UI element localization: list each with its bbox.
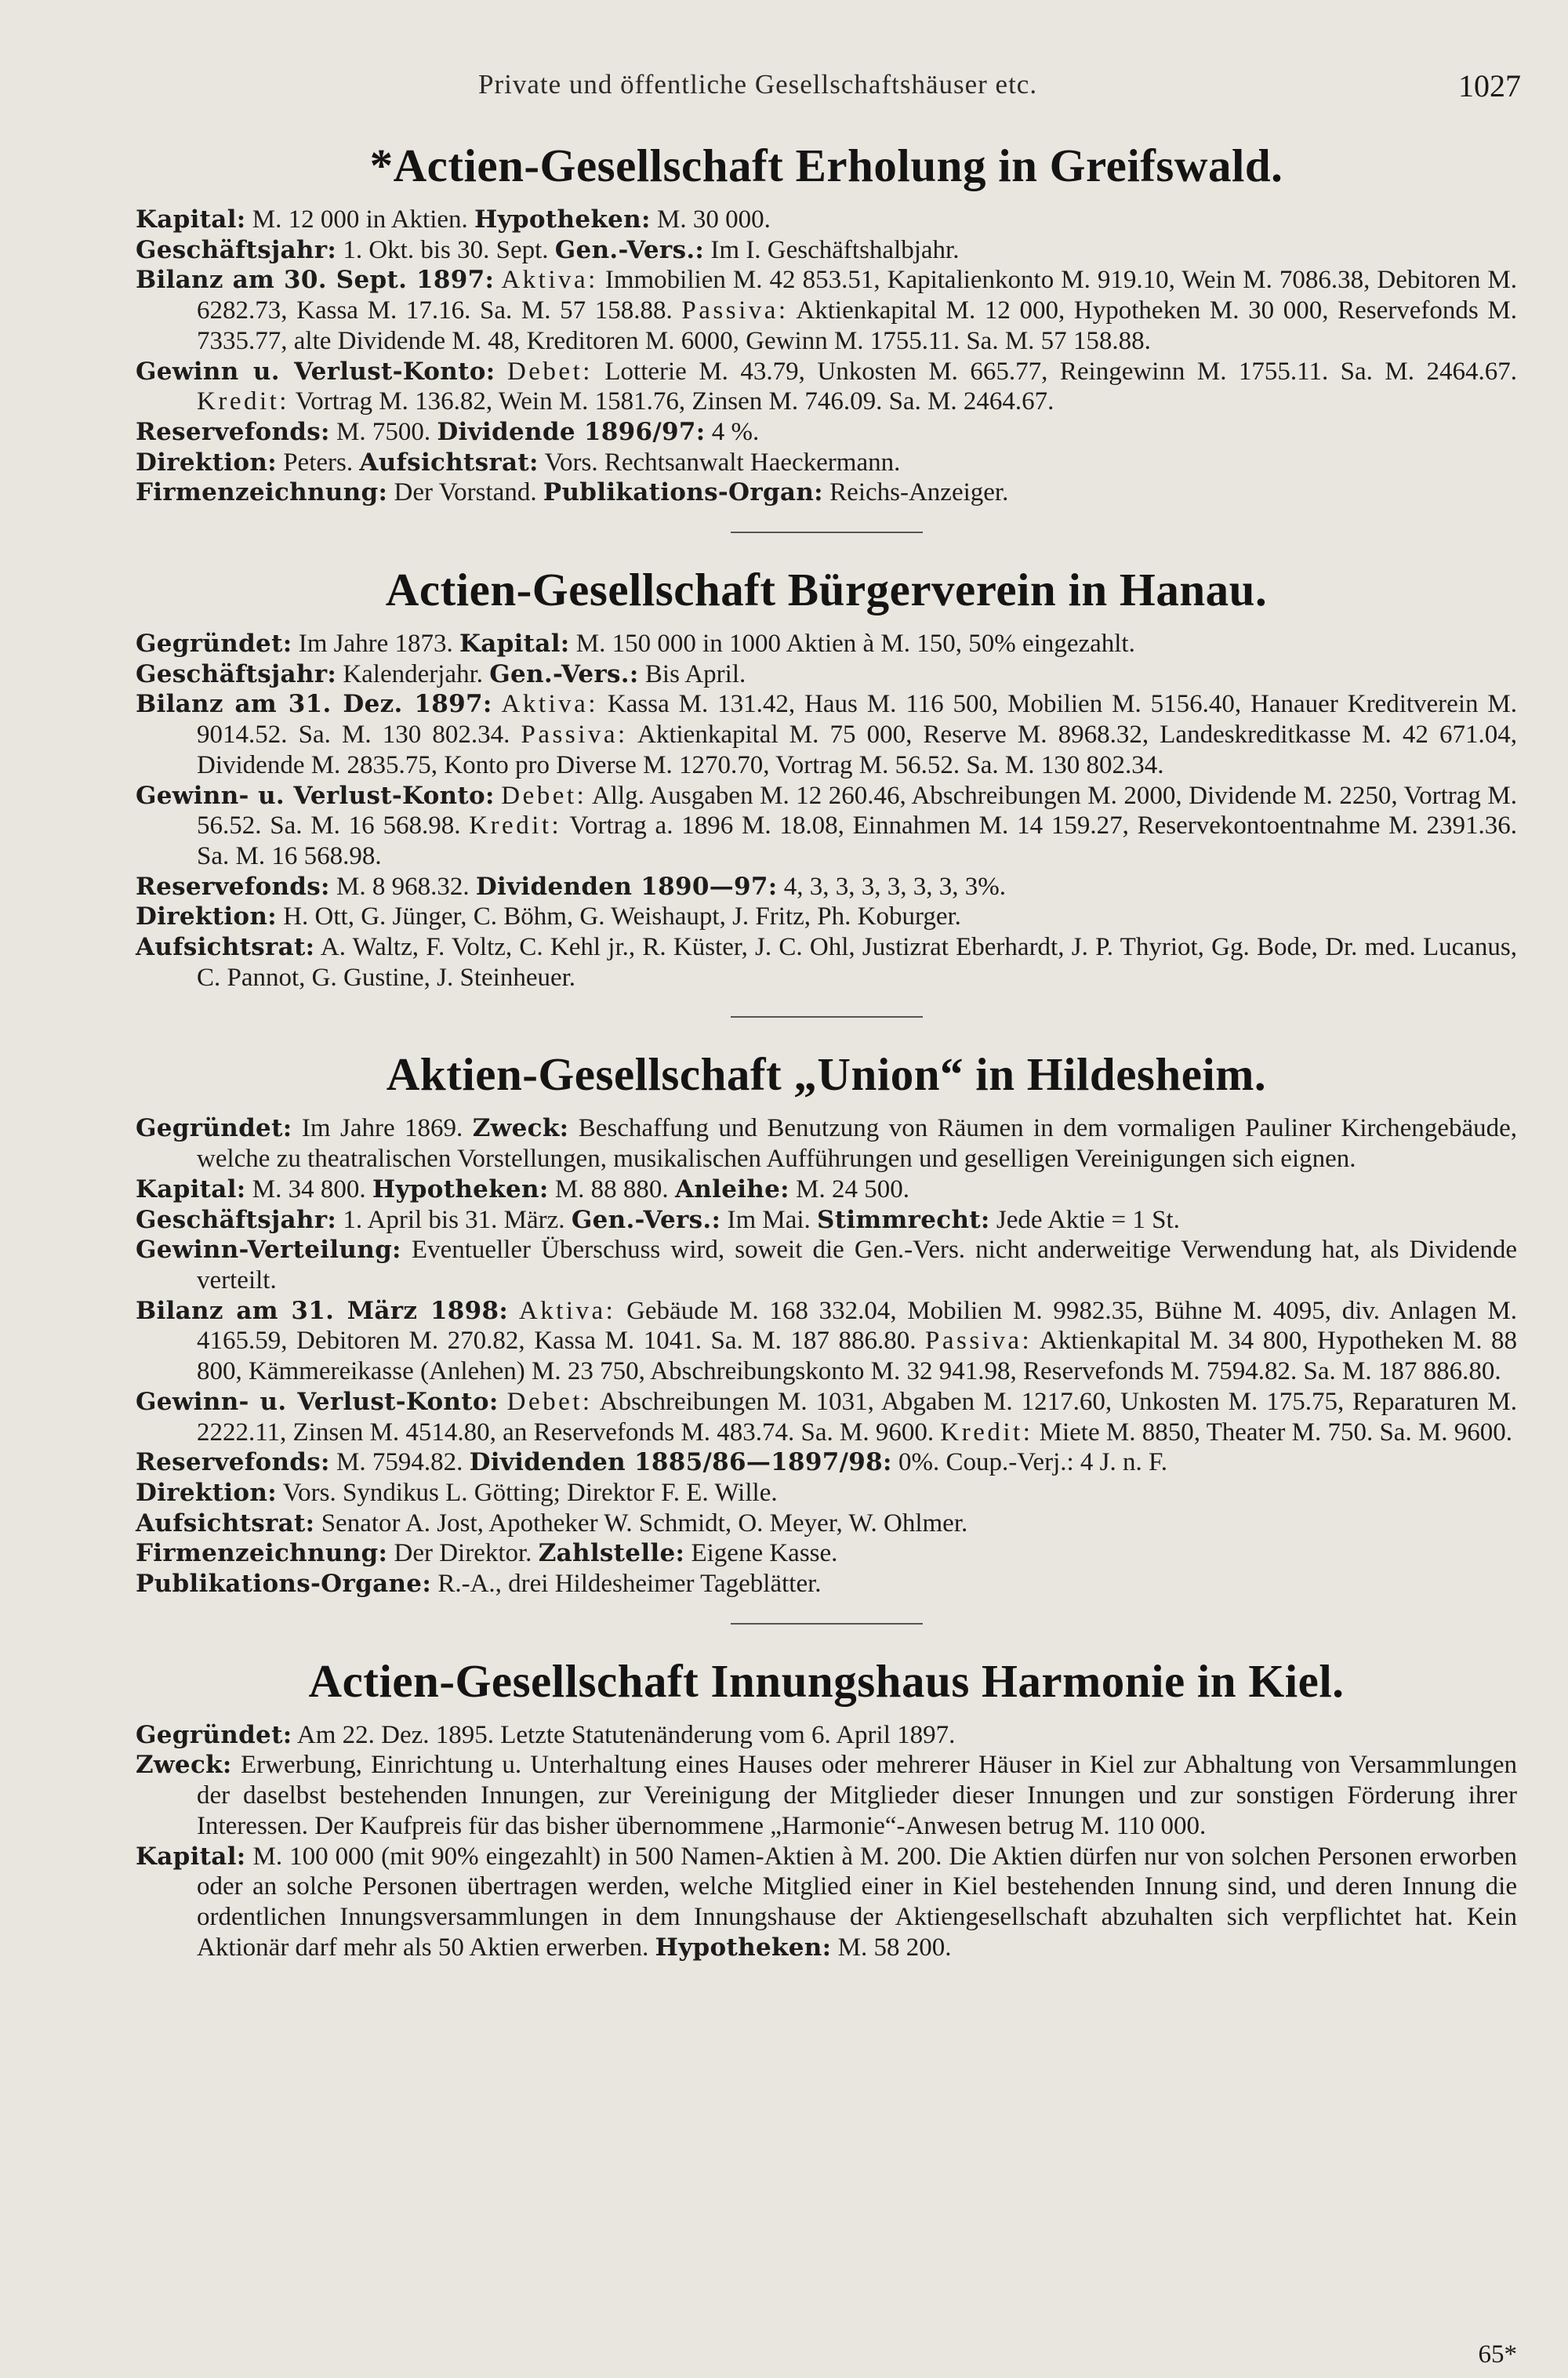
field-value: M. 7594.82.	[329, 1448, 470, 1477]
field-label: Dividende 1896/97:	[437, 417, 706, 446]
field-label: Direktion:	[136, 902, 277, 931]
guv-line	[136, 357, 1517, 417]
reserve-line	[136, 872, 1517, 902]
field-label: Gewinn-Verteilung:	[136, 1236, 401, 1265]
bilanz-line	[136, 689, 1517, 780]
geschaeftsjahr-line	[136, 1205, 1517, 1236]
field-value: Aktienkapital M. 12 000, Hypotheken M. 30 000, Reservefonds M. 7335.77, alte Dividende M. 48, Kreditoren M. 6000, Gewinn M. 1755.11. Sa. M. 57 158.88.	[197, 296, 1517, 355]
field-value: Peters.	[276, 448, 360, 477]
field-value: Kalenderjahr.	[336, 659, 490, 688]
field-value: Senator A. Jost, Apotheker W. Schmidt, O. Meyer, W. Ohlmer.	[314, 1508, 968, 1538]
field-value: Im Jahre 1873.	[292, 630, 459, 659]
field-label: Dividenden 1885/86—1897/98:	[469, 1448, 892, 1477]
field-value: Eventueller Überschuss wird, soweit die Gen.-Vers. nicht anderweitige Verwendung hat, als Dividende verteilt.	[197, 1236, 1517, 1294]
kapital-line	[136, 1174, 1517, 1205]
direktion-line	[136, 1478, 1517, 1508]
field-label: Bilanz am 31. März 1898:	[136, 1296, 509, 1325]
aktiva-label: Aktiva:	[518, 1296, 616, 1325]
field-label: Zweck:	[472, 1114, 569, 1143]
field-value: M. 88 880.	[548, 1174, 675, 1204]
entry-body	[136, 629, 1517, 993]
company-entry-hanau	[136, 561, 1517, 993]
aufsichtsrat-line	[136, 932, 1517, 993]
publikation-line	[136, 1569, 1517, 1599]
field-label: Kapital:	[136, 205, 246, 234]
field-label: Gegründet:	[136, 630, 292, 659]
geschaeftsjahr-line	[136, 235, 1517, 266]
field-value: R.-A., drei Hildesheimer Tageblätter.	[431, 1570, 822, 1599]
field-value: M. 7500.	[329, 417, 437, 446]
field-value: M. 8 968.32.	[329, 872, 476, 901]
field-label: Hypotheken:	[372, 1174, 549, 1204]
signature-mark: 65*	[1478, 2340, 1517, 2369]
field-label: Kapital:	[136, 1174, 246, 1204]
reserve-line	[136, 417, 1517, 448]
field-label: Gewinn u. Verlust-Konto:	[136, 357, 495, 386]
aufsichtsrat-line	[136, 1508, 1517, 1539]
field-label: Firmenzeichnung:	[136, 1539, 388, 1568]
field-value: 1. April bis 31. März.	[336, 1205, 572, 1234]
company-title: Aktien-Gesellschaft „Union“ in Hildesheim.	[386, 1048, 1267, 1101]
aktiva-label: Aktiva:	[501, 690, 598, 719]
field-label: Gegründet:	[136, 1720, 292, 1749]
field-value: M. 12 000 in Aktien.	[245, 205, 475, 234]
field-value: 0%. Coup.-Verj.: 4 J. n. F.	[891, 1448, 1167, 1477]
field-label: Kapital:	[459, 630, 570, 659]
field-value: Immobilien M. 42 853.51, Kapitalienkonto M. 919.10, Wein M. 7086.38, Debitoren M. 6282.73, Kassa M. 17.16. Sa. M. 57 158.88.	[197, 266, 1518, 325]
field-label: Geschäftsjahr:	[136, 235, 337, 264]
field-label: Reservefonds:	[136, 417, 330, 446]
guv-line	[136, 781, 1517, 872]
field-value: Vors. Syndikus L. Götting; Direktor F. E. Wille.	[276, 1478, 778, 1507]
direktion-line	[136, 902, 1517, 932]
field-label: Gegründet:	[136, 1114, 292, 1143]
field-label: Stimmrecht:	[817, 1205, 990, 1234]
field-value: Lotterie M. 43.79, Unkosten M. 665.77, Reingewinn M. 1755.11. Sa. M. 2464.67.	[592, 357, 1517, 386]
field-value: Vortrag M. 136.82, Wein M. 1581.76, Zinsen M. 746.09. Sa. M. 2464.67.	[289, 387, 1054, 416]
field-value: Aktienkapital M. 75 000, Reserve M. 8968.32, Landeskreditkasse M. 42 671.04, Dividende M. 2835.75, Konto pro Diverse M. 1270.70, Vortrag M. 56.52. Sa. M. 130 802.34.	[197, 721, 1517, 779]
page-number: 1027	[1458, 68, 1521, 103]
entry-body	[136, 1113, 1517, 1599]
field-value: Beschaffung und Benutzung von Räumen in dem vormaligen Pauliner Kirchengebäude, welche zu theatralischen Vorstellungen, musikalischen Aufführungen und geselligen Vereinigungen sich eignen.	[197, 1114, 1517, 1174]
field-label: Kapital:	[136, 1842, 246, 1871]
gegruendet-line	[136, 1113, 1517, 1174]
field-value: M. 30 000.	[650, 205, 771, 234]
field-label: Gen.-Vers.:	[571, 1205, 721, 1234]
geschaeftsjahr-line	[136, 659, 1517, 690]
field-value: M. 58 200.	[831, 1933, 952, 1962]
kapital-line	[136, 1842, 1517, 1963]
field-value: Abschreibungen M. 1031, Abgaben M. 1217.60, Unkosten M. 175.75, Reparaturen M. 2222.11, Zinsen M. 4514.80, an Reservefonds M. 483.74. Sa. M. 9600.	[197, 1387, 1517, 1447]
passiva-label: Passiva:	[521, 721, 628, 750]
field-label: Reservefonds:	[136, 872, 330, 901]
field-label: Gewinn- u. Verlust-Konto:	[136, 1387, 499, 1416]
field-value: H. Ott, G. Jünger, C. Böhm, G. Weishaupt, J. Fritz, Ph. Koburger.	[276, 902, 961, 931]
gegruendet-line	[136, 1720, 1517, 1751]
firma-line	[136, 477, 1517, 508]
kredit-label: Kredit:	[469, 811, 562, 840]
passiva-label: Passiva:	[681, 296, 789, 325]
kapital-line	[136, 205, 1517, 235]
field-label: Anleihe:	[674, 1174, 789, 1204]
company-entry-kiel	[136, 1653, 1517, 1963]
field-value: M. 24 500.	[789, 1174, 910, 1204]
field-label: Reservefonds:	[136, 1448, 330, 1477]
field-label: Bilanz am 30. Sept. 1897:	[136, 266, 495, 295]
company-entry-hildesheim	[136, 1046, 1517, 1599]
page-content	[136, 137, 1517, 1962]
field-label: Firmenzeichnung:	[136, 478, 388, 507]
field-label: Bilanz am 31. Dez. 1897:	[136, 690, 492, 719]
field-value: Der Direktor.	[387, 1539, 539, 1568]
zweck-line	[136, 1750, 1517, 1841]
field-label: Publikations-Organe:	[136, 1570, 432, 1599]
entry-body	[136, 205, 1517, 508]
field-label: Aufsichtsrat:	[136, 1508, 315, 1538]
field-label: Aufsichtsrat:	[359, 448, 539, 477]
field-label: Geschäftsjahr:	[136, 659, 337, 688]
company-title: *Actien-Gesellschaft Erholung in Greifswald.	[369, 140, 1283, 191]
company-entry-greifswald	[136, 137, 1517, 508]
direktion-line	[136, 448, 1517, 478]
field-label: Gen.-Vers.:	[489, 659, 639, 688]
gegruendet-line	[136, 629, 1517, 659]
field-value: 4 %.	[705, 417, 760, 446]
aktiva-label: Aktiva:	[501, 266, 598, 295]
field-value: 4, 3, 3, 3, 3, 3, 3, 3%.	[777, 872, 1007, 901]
field-value: M. 100 000 (mit 90% eingezahlt) in 500 Namen-Aktien à M. 200. Die Aktien dürfen nur von solchen Personen erworben oder an solche Personen übertragen werden, welche Mitglied einer in Kiel bestehenden Innung sind, und deren Innung die ordentlichen Innungsversammlungen in dem Innungshause der Aktiengesellschaft abzuhalten sich verpflichtet hat. Kein Aktionär darf mehr als 50 Aktien erwerben.	[197, 1842, 1517, 1962]
debet-label: Debet:	[506, 1387, 593, 1416]
field-value: Aktienkapital M. 34 800, Hypotheken M. 88 800, Kämmereikasse (Anlehen) M. 23 750, Abschreibungskonto M. 32 941.98, Reservefonds M. 7594.82. Sa. M. 187 886.80.	[197, 1327, 1517, 1386]
company-title: Actien-Gesellschaft Bürgerverein in Hanau.	[385, 564, 1268, 616]
field-label: Gen.-Vers.:	[554, 235, 705, 264]
field-value: M. 34 800.	[245, 1174, 372, 1204]
field-value: A. Waltz, F. Voltz, C. Kehl jr., R. Küster, J. C. Ohl, Justizrat Eberhardt, J. P. Thyriot, Gg. Bode, Dr. med. Lucanus, C. Pannot, G. Gustine, J. Steinheuer.	[197, 933, 1517, 992]
bilanz-line	[136, 265, 1517, 356]
field-value: Jede Aktie = 1 St.	[989, 1205, 1180, 1234]
field-value: Vors. Rechtsanwalt Haeckermann.	[538, 448, 901, 477]
field-value: Eigene Kasse.	[684, 1539, 838, 1568]
field-value: Kassa M. 131.42, Haus M. 116 500, Mobilien M. 5156.40, Hanauer Kreditverein M. 9014.52. Sa. M. 130 802.34.	[197, 690, 1517, 750]
field-value: Im Jahre 1869.	[292, 1114, 473, 1143]
field-label: Direktion:	[136, 1478, 277, 1507]
entry-body	[136, 1720, 1517, 1963]
field-value: Allg. Ausgaben M. 12 260.46, Abschreibungen M. 2000, Dividende M. 2250, Vortrag M. 56.52. Sa. M. 16 568.98.	[197, 781, 1518, 840]
gewinn-verteilung-line	[136, 1235, 1517, 1295]
reserve-line	[136, 1447, 1517, 1478]
field-label: Hypotheken:	[474, 205, 651, 234]
field-value: Gebäude M. 168 332.04, Mobilien M. 9982.35, Bühne M. 4095, div. Anlagen M. 4165.59, Debitoren M. 270.82, Kassa M. 1041. Sa. M. 187 886.80.	[197, 1296, 1518, 1356]
kredit-label: Kredit:	[940, 1418, 1033, 1447]
bilanz-line	[136, 1296, 1517, 1387]
field-value: Miete M. 8850, Theater M. 750. Sa. M. 9600.	[1033, 1418, 1513, 1447]
field-label: Aufsichtsrat:	[136, 933, 315, 962]
field-label: Geschäftsjahr:	[136, 1205, 337, 1234]
field-value: Vortrag a. 1896 M. 18.08, Einnahmen M. 14 159.27, Reservekontoentnahme M. 2391.36. Sa. M. 16 568.98.	[197, 811, 1518, 870]
section-divider	[731, 532, 923, 533]
field-value: Im I. Geschäftshalbjahr.	[704, 235, 960, 264]
passiva-label: Passiva:	[925, 1327, 1033, 1356]
field-value: Am 22. Dez. 1895. Letzte Statutenänderung vom 6. April 1897.	[292, 1720, 956, 1749]
field-value: M. 150 000 in 1000 Aktien à M. 150, 50% eingezahlt.	[569, 630, 1135, 659]
debet-label: Debet:	[506, 357, 593, 386]
running-title: Private und öffentliche Gesellschaftshäuser etc.	[478, 69, 1038, 100]
field-value: 1. Okt. bis 30. Sept.	[336, 235, 555, 264]
field-label: Zweck:	[136, 1751, 232, 1780]
firma-line	[136, 1538, 1517, 1569]
kredit-label: Kredit:	[197, 387, 289, 416]
field-label: Dividenden 1890—97:	[475, 872, 778, 901]
field-value: Bis April.	[638, 659, 746, 688]
field-value: Reichs-Anzeiger.	[822, 478, 1009, 507]
field-label: Direktion:	[136, 448, 277, 477]
section-divider	[731, 1016, 923, 1018]
field-value: Erwerbung, Einrichtung u. Unterhaltung eines Hauses oder mehrerer Häuser in Kiel zur Abhaltung von Versammlungen der daselbst bestehenden Innungen, zur Vereinigung der Mitglieder dieser Innungen und zur sonstigen Förderung ihrer Interessen. Der Kaufpreis für das bisher übernommene „Harmonie“-Anwesen betrug M. 110 000.	[197, 1751, 1517, 1840]
field-label: Publikations-Organ:	[543, 478, 823, 507]
guv-line	[136, 1387, 1517, 1447]
field-value: Der Vorstand.	[387, 478, 543, 507]
debet-label: Debet:	[501, 781, 587, 810]
section-divider	[731, 1623, 923, 1625]
field-label: Zahlstelle:	[538, 1539, 685, 1568]
field-label: Gewinn- u. Verlust-Konto:	[136, 781, 495, 810]
running-header	[137, 69, 1521, 116]
field-label: Hypotheken:	[655, 1933, 832, 1962]
company-title: Actien-Gesellschaft Innungshaus Harmonie in Kiel.	[308, 1654, 1345, 1707]
field-value: Im Mai.	[720, 1205, 818, 1234]
